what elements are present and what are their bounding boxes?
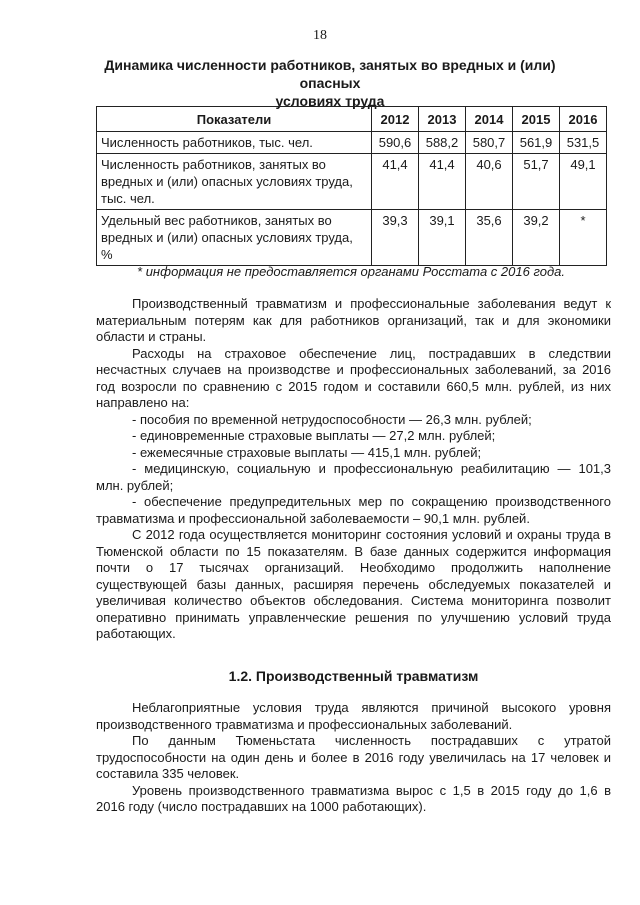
paragraph: Расходы на страховое обеспечение лиц, пострадавших в следствии несчастных случаев на производстве и профессиональных заболеваний, за 2016 год возросли по сравнению с 2015 годом и составили 660,5 млн. рублей, из них направлено на:: [96, 345, 611, 410]
section-heading: 1.2. Производственный травматизм: [228, 668, 479, 684]
table-cell: *: [560, 210, 607, 266]
table-footnote: * информация не предоставляется органами Росстата с 2016 года.: [137, 264, 565, 279]
row-label: Численность работников, занятых во вредных и (или) опасных условиях труда, тыс. чел.: [97, 154, 372, 210]
column-header: 2013: [419, 107, 466, 132]
table-row: [97, 210, 607, 266]
table-row: [97, 154, 607, 210]
column-header: 2015: [513, 107, 560, 132]
table-title: [80, 56, 580, 110]
row-label: Удельный вес работников, занятых во вредных и (или) опасных условиях труда, %: [97, 210, 372, 266]
workers-table: [96, 106, 607, 266]
table-cell: 588,2: [419, 132, 466, 154]
table-cell: 531,5: [560, 132, 607, 154]
table-header-row: [97, 107, 607, 132]
table-cell: 580,7: [466, 132, 513, 154]
body-section-expenses: [96, 296, 611, 643]
body-section-injuries: [96, 700, 611, 816]
table-cell: 35,6: [466, 210, 513, 266]
table-cell: 590,6: [372, 132, 419, 154]
list-item: - пособия по временной нетрудоспособности — 26,3 млн. рублей;: [132, 411, 532, 427]
table-cell: 51,7: [513, 154, 560, 210]
column-header: 2012: [372, 107, 419, 132]
table-cell: 41,4: [419, 154, 466, 210]
paragraph: По данным Тюменьстата численность пострадавших с утратой трудоспособности на один день и более в 2016 году увеличилась на 17 человек и составила 335 человек.: [96, 733, 611, 781]
table-cell: 39,1: [419, 210, 466, 266]
table-title-line-2: условиях труда: [275, 93, 385, 109]
table-cell: 49,1: [560, 154, 607, 210]
list-item: - обеспечение предупредительных мер по сокращению производственного травматизма и профессиональной заболеваемости – 90,1 млн. рублей.: [96, 494, 611, 526]
list-item: - единовременные страховые выплаты — 27,2 млн. рублей;: [132, 428, 496, 443]
page-number: 18: [313, 28, 327, 43]
paragraph: Неблагоприятные условия труда являются причиной высокого уровня производственного травматизма и профессиональных заболеваний.: [96, 700, 611, 732]
column-header: 2014: [466, 107, 513, 132]
table-cell: 40,6: [466, 154, 513, 210]
row-label: Численность работников, тыс. чел.: [97, 132, 372, 154]
paragraph: С 2012 года осуществляется мониторинг состояния условий и охраны труда в Тюменской области по 15 показателям. В базе данных содержится информация почти о 17 тысячах организаций. Необходимо продолжить наполнение существующей базы данных, расширяя перечень обследуемых показателей и увеличивая количество объектов обследования. Система мониторинга позволит оперативно принимать управленческие решения по улучшению условий труда работающих.: [96, 527, 611, 641]
column-header: Показатели: [97, 107, 372, 132]
table-cell: 41,4: [372, 154, 419, 210]
table-title-line-1: Динамика численности работников, занятых во вредных и (или) опасных: [104, 57, 556, 91]
list-item: - ежемесячные страховые выплаты — 415,1 млн. рублей;: [132, 444, 482, 460]
table-cell: 39,2: [513, 210, 560, 266]
column-header: 2016: [560, 107, 607, 132]
table-cell: 561,9: [513, 132, 560, 154]
paragraph: Производственный травматизм и профессиональные заболевания ведут к материальным потерям как для работников организаций, так и для экономики области и страны.: [96, 296, 611, 344]
list-item: - медицинскую, социальную и профессиональную реабилитацию — 101,3 млн. рублей;: [96, 461, 611, 493]
table-cell: 39,3: [372, 210, 419, 266]
table-row: [97, 132, 607, 154]
paragraph: Уровень производственного травматизма вырос с 1,5 в 2015 году до 1,6 в 2016 году (число пострадавших на 1000 работающих).: [96, 782, 611, 814]
